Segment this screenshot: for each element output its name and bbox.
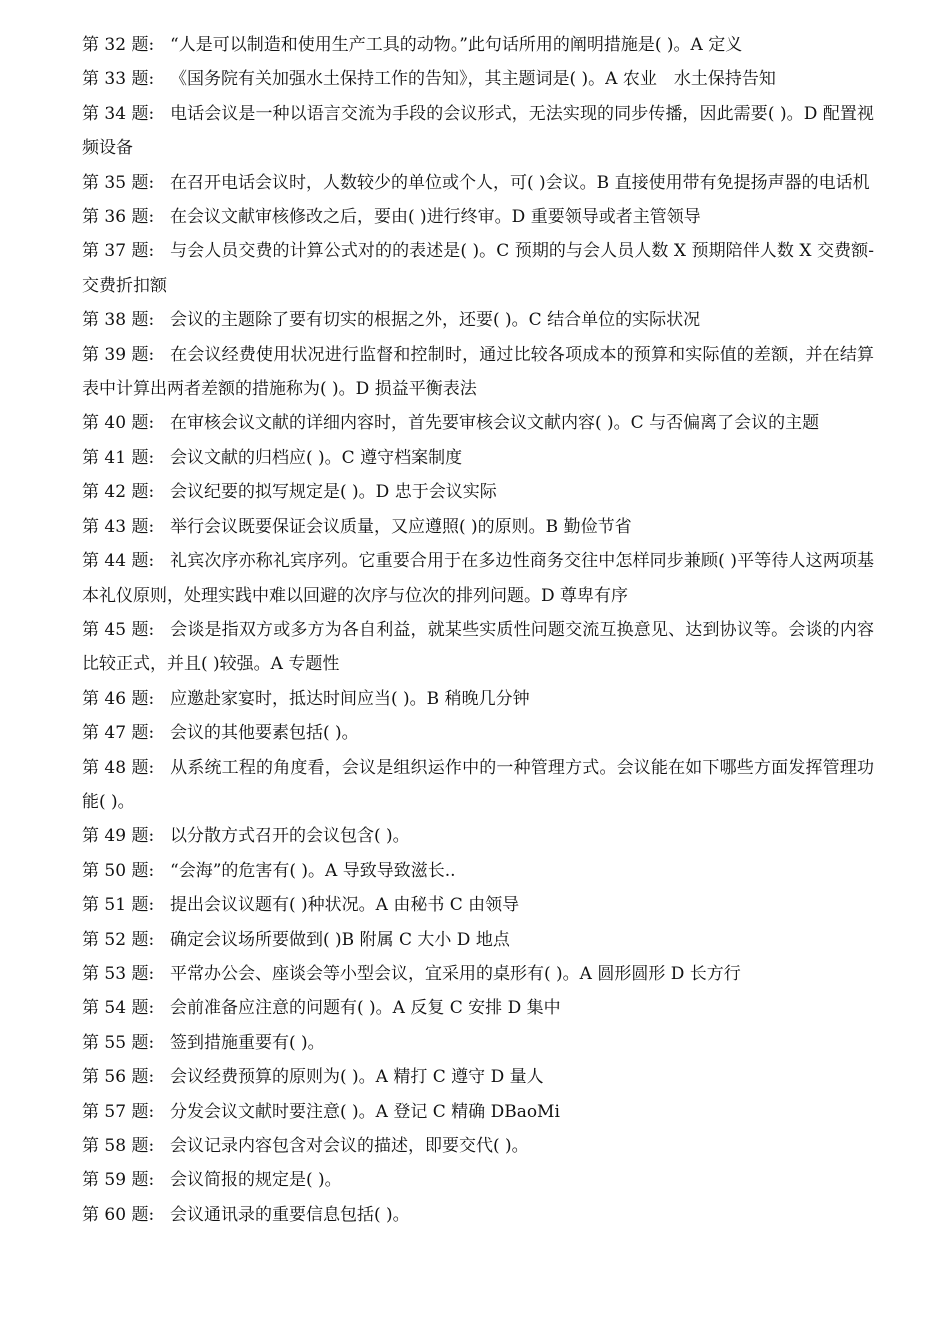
question-text: “人是可以制造和使用生产工具的动物。”此句话所用的阐明措施是( )。A 定义 — [170, 35, 743, 55]
question-number: 第 48 题: — [82, 757, 155, 778]
question-text: 礼宾次序亦称礼宾序列。它重要合用于在多边性商务交往中怎样同步兼顾( )平等待人这两项基本礼仪原则，处理实践中难以回避的次序与位次的排列问题。D 尊卑有序 — [82, 551, 874, 606]
question-text: 分发会议文献时要注意( )。A 登记 C 精确 DBaoMi — [170, 1101, 560, 1122]
question-number: 第 35 题: — [82, 172, 155, 193]
question-text: 会前准备应注意的问题有( )。A 反复 C 安排 D 集中 — [170, 998, 561, 1019]
document-page — [82, 28, 874, 1232]
question-text: 平常办公会、座谈会等小型会议，宜采用的桌形有( )。A 圆形圆形 D 长方行 — [170, 963, 741, 984]
question-text: 在审核会议文献的详细内容时，首先要审核会议文献内容( )。C 与否偏离了会议的主题 — [170, 413, 820, 434]
question-number: 第 43 题: — [82, 516, 155, 537]
question-text: 在召开电话会议时，人数较少的单位或个人，可( )会议。B 直接使用带有免提扬声器的电话机 — [170, 172, 870, 193]
question-text: 会议记录内容包含对会议的描述，即要交代( )。 — [170, 1136, 529, 1156]
question-item — [82, 28, 874, 62]
question-number: 第 47 题: — [82, 723, 155, 744]
question-text: 提出会议议题有( )种状况。A 由秘书 C 由领导 — [170, 895, 520, 916]
question-number: 第 60 题: — [82, 1204, 155, 1225]
question-number: 第 37 题: — [82, 241, 155, 262]
question-item — [82, 97, 874, 166]
question-item — [82, 888, 874, 922]
question-item — [82, 613, 874, 682]
question-text: 在会议经费使用状况进行监督和控制时，通过比较各项成本的预算和实际值的差额，并在结算表中计算出两者差额的措施称为( )。D 损益平衡表法 — [82, 344, 874, 400]
question-item — [82, 716, 874, 750]
question-number: 第 36 题: — [82, 207, 155, 228]
question-text: 会议经费预算的原则为( )。A 精打 C 遵守 D 量人 — [170, 1067, 544, 1088]
question-item — [82, 406, 874, 440]
question-item — [82, 338, 874, 407]
question-item — [82, 1198, 874, 1232]
question-number: 第 42 题: — [82, 482, 155, 503]
question-item — [82, 510, 874, 544]
question-text: 会议文献的归档应( )。C 遵守档案制度 — [170, 447, 463, 468]
question-number: 第 33 题: — [82, 69, 155, 90]
question-item — [82, 819, 874, 853]
question-text: 应邀赴家宴时，抵达时间应当( )。B 稍晚几分钟 — [170, 688, 530, 709]
question-text: 会议纪要的拟写规定是( )。D 忠于会议实际 — [170, 482, 497, 503]
question-text: 会议的其他要素包括( )。 — [170, 723, 359, 744]
question-text: 以分散方式召开的会议包含( )。 — [170, 826, 410, 847]
question-text: 会议简报的规定是( )。 — [170, 1170, 342, 1191]
question-number: 第 32 题: — [82, 35, 155, 55]
question-number: 第 45 题: — [82, 619, 155, 640]
question-item — [82, 441, 874, 475]
question-item — [82, 475, 874, 509]
question-item — [82, 1060, 874, 1094]
question-item — [82, 544, 874, 613]
question-number: 第 59 题: — [82, 1170, 155, 1191]
question-item — [82, 1129, 874, 1163]
question-text: 电话会议是一种以语言交流为手段的会议形式，无法实现的同步传播，因此需要( )。D 配置视频设备 — [82, 103, 874, 159]
question-item — [82, 854, 874, 888]
question-item — [82, 957, 874, 991]
question-text: 从系统工程的角度看，会议是组织运作中的一种管理方式。会议能在如下哪些方面发挥管理功能( )。 — [82, 757, 874, 812]
question-item — [82, 1095, 874, 1129]
question-item — [82, 751, 874, 820]
question-text: 与会人员交费的计算公式对的的表述是( )。C 预期的与会人员人数 X 预期陪伴人数 X 交费额-交费折扣额 — [82, 241, 874, 296]
question-item — [82, 303, 874, 337]
question-number: 第 56 题: — [82, 1067, 155, 1088]
question-number: 第 50 题: — [82, 860, 155, 881]
question-number: 第 49 题: — [82, 826, 155, 847]
question-text: 会议的主题除了要有切实的根据之外，还要( )。C 结合单位的实际状况 — [170, 310, 701, 331]
question-item — [82, 234, 874, 303]
question-number: 第 39 题: — [82, 344, 155, 365]
question-text: 签到措施重要有( )。 — [170, 1032, 325, 1053]
question-number: 第 34 题: — [82, 103, 155, 124]
question-number: 第 41 题: — [82, 447, 155, 468]
question-item — [82, 1163, 874, 1197]
question-text: 会谈是指双方或多方为各自利益，就某些实质性问题交流互换意见、达到协议等。会谈的内容比较正式，并且( )较强。A 专题性 — [82, 619, 874, 675]
question-text: 举行会议既要保证会议质量，又应遵照( )的原则。B 勤俭节省 — [170, 516, 632, 537]
question-number: 第 54 题: — [82, 998, 155, 1019]
question-item — [82, 923, 874, 957]
question-text: 《国务院有关加强水土保持工作的告知》，其主题词是( )。A 农业 水土保持告知 — [170, 69, 776, 90]
question-number: 第 57 题: — [82, 1101, 155, 1122]
question-number: 第 53 题: — [82, 963, 155, 984]
question-number: 第 55 题: — [82, 1032, 155, 1053]
question-item — [82, 682, 874, 716]
question-number: 第 52 题: — [82, 929, 155, 950]
question-item — [82, 166, 874, 200]
question-item — [82, 62, 874, 96]
question-number: 第 58 题: — [82, 1136, 155, 1156]
question-item — [82, 200, 874, 234]
question-item — [82, 1026, 874, 1060]
question-text: 在会议文献审核修改之后，要由( )进行终审。D 重要领导或者主管领导 — [170, 207, 701, 228]
question-number: 第 46 题: — [82, 688, 155, 709]
question-text: 会议通讯录的重要信息包括( )。 — [170, 1204, 410, 1225]
question-number: 第 38 题: — [82, 310, 155, 331]
question-number: 第 44 题: — [82, 551, 155, 572]
question-number: 第 51 题: — [82, 895, 155, 916]
question-number: 第 40 题: — [82, 413, 155, 434]
question-text: 确定会议场所要做到( )B 附属 C 大小 D 地点 — [170, 929, 510, 950]
question-text: “会海”的危害有( )。A 导致导致滋长.. — [170, 860, 456, 881]
question-item — [82, 991, 874, 1025]
